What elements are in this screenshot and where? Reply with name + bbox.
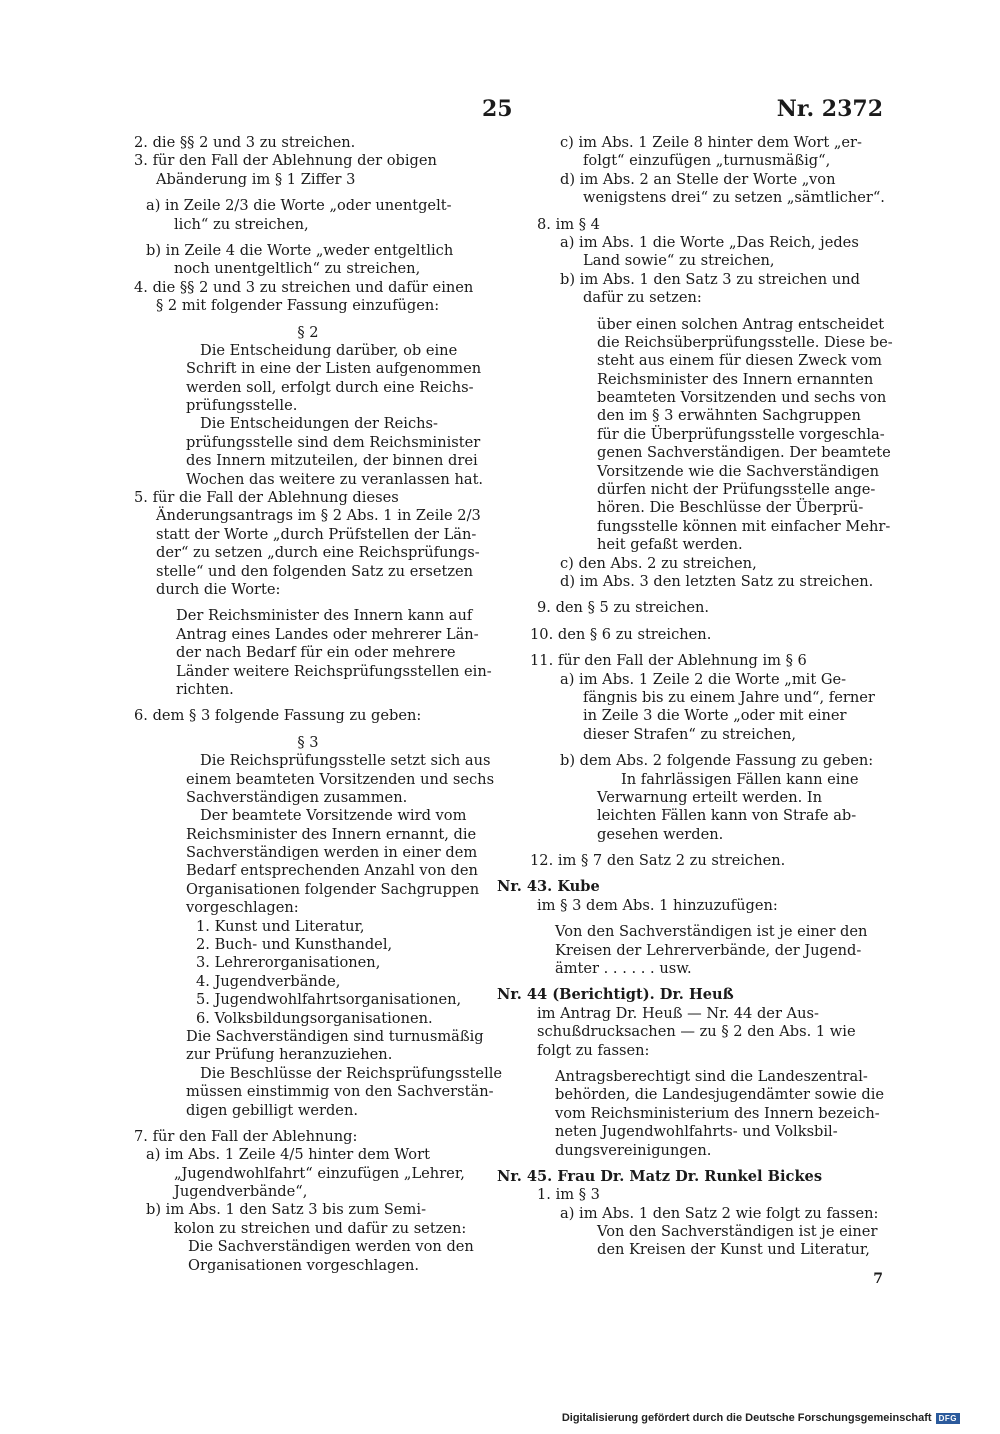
text-line: über einen solchen Antrag entscheidet bbox=[597, 315, 885, 333]
spacer bbox=[134, 316, 482, 324]
text-line: digen gebilligt werden. bbox=[186, 1101, 358, 1119]
text-line: Sachverständigen werden in einer dem bbox=[186, 844, 478, 862]
spacer bbox=[497, 644, 883, 652]
text-line: 6. dem § 3 folgende Fassung zu geben: bbox=[134, 707, 422, 725]
text-line: 10. den § 6 zu streichen. bbox=[530, 625, 712, 643]
text-line: b) dem Abs. 2 folgende Fassung zu geben: bbox=[560, 752, 874, 770]
spacer bbox=[497, 844, 883, 852]
text-line: 3. Lehrerorganisationen, bbox=[196, 954, 381, 972]
text-line: die Reichsüberprüfungsstelle. Diese be- bbox=[597, 333, 893, 351]
text-line: Änderungsantrags im § 2 Abs. 1 in Zeile 2/3 bbox=[156, 507, 481, 525]
text-line: b) in Zeile 4 die Worte „weder entgeltlich bbox=[146, 241, 454, 259]
text-line: in Zeile 3 die Worte „oder mit einer bbox=[583, 707, 847, 725]
text-line: steht aus einem für diesen Zweck vom bbox=[597, 352, 882, 370]
text-line: Nr. 45. Frau Dr. Matz Dr. Runkel Bickes bbox=[497, 1167, 823, 1185]
text-line: noch unentgeltlich“ zu streichen, bbox=[174, 260, 421, 278]
spacer bbox=[134, 726, 482, 734]
right-column bbox=[497, 134, 893, 1260]
text-line: des Innern mitzuteilen, der binnen drei bbox=[186, 452, 478, 470]
text-line: c) den Abs. 2 zu streichen, bbox=[560, 554, 757, 572]
text-line: heit gefaßt werden. bbox=[597, 536, 743, 554]
text-line: hören. Die Beschlüsse der Überprü- bbox=[597, 499, 864, 517]
text-line: Land sowie“ zu streichen, bbox=[583, 252, 775, 270]
text-line: a) im Abs. 1 Zeile 2 die Worte „mit Ge- bbox=[560, 670, 847, 688]
text-line: den Kreisen der Kunst und Literatur, bbox=[597, 1241, 870, 1259]
text-line: folgt“ einzufügen „turnusmäßig“, bbox=[583, 152, 831, 170]
text-line: a) im Abs. 1 den Satz 2 wie folgt zu fassen: bbox=[560, 1204, 879, 1222]
text-line: Vorsitzende wie die Sachverständigen bbox=[597, 462, 880, 480]
text-line: 1. Kunst und Literatur, bbox=[196, 917, 365, 935]
spacer bbox=[134, 189, 482, 197]
spacer bbox=[497, 744, 883, 752]
text-line: 4. die §§ 2 und 3 zu streichen und dafür einen bbox=[134, 278, 474, 296]
text-line: Sachverständigen zusammen. bbox=[186, 788, 408, 806]
text-line: Bedarf entsprechenden Anzahl von den bbox=[186, 862, 478, 880]
text-line: genen Sachverständigen. Der beamtete bbox=[597, 444, 891, 462]
text-line: Die Sachverständigen sind turnusmäßig bbox=[186, 1027, 484, 1045]
text-line: c) im Abs. 1 Zeile 8 hinter dem Wort „er- bbox=[560, 134, 862, 151]
text-line: Nr. 44 (Berichtigt). Dr. Heuß bbox=[497, 986, 734, 1004]
text-line: Die Reichsprüfungsstelle setzt sich aus bbox=[200, 752, 491, 770]
text-line: zur Prüfung heranzuziehen. bbox=[186, 1046, 393, 1064]
text-line: 5. für die Fall der Ablehnung dieses bbox=[134, 489, 399, 507]
text-line: im Antrag Dr. Heuß — Nr. 44 der Aus- bbox=[537, 1004, 819, 1022]
text-line: § 2 bbox=[297, 323, 319, 341]
credit-text: Digitalisierung gefördert durch die Deutsche Forschungsgemeinschaft bbox=[561, 1412, 932, 1424]
spacer bbox=[497, 870, 883, 878]
text-line: im § 3 dem Abs. 1 hinzuzufügen: bbox=[537, 896, 778, 914]
page-number: 25 bbox=[482, 96, 513, 122]
text-line: b) im Abs. 1 den Satz 3 bis zum Semi- bbox=[146, 1201, 426, 1219]
text-line: 9. den § 5 zu streichen. bbox=[537, 599, 710, 617]
text-line: 12. im § 7 den Satz 2 zu streichen. bbox=[530, 852, 786, 870]
text-line: prüfungsstelle sind dem Reichsminister bbox=[186, 433, 481, 451]
text-line: dieser Strafen“ zu streichen, bbox=[583, 725, 797, 743]
text-line: beamteten Vorsitzenden und sechs von bbox=[597, 389, 887, 407]
text-line: In fahrlässigen Fällen kann eine bbox=[621, 770, 859, 788]
text-line: Die Entscheidungen der Reichs- bbox=[200, 415, 438, 433]
text-line: dafür zu setzen: bbox=[583, 289, 702, 307]
text-line: ämter . . . . . . usw. bbox=[555, 960, 692, 978]
text-line: wenigstens drei“ zu setzen „sämtlicher“. bbox=[583, 189, 885, 207]
text-line: Nr. 43. Kube bbox=[497, 878, 600, 896]
text-line: richten. bbox=[176, 680, 234, 698]
text-line: 6. Volksbildungsorganisationen. bbox=[196, 1009, 433, 1027]
text-line: kolon zu streichen und dafür zu setzen: bbox=[174, 1219, 467, 1237]
spacer bbox=[497, 208, 883, 216]
text-line: Länder weitere Reichsprüfungsstellen ein- bbox=[176, 662, 492, 680]
text-line: Die Sachverständigen werden von den bbox=[188, 1238, 474, 1256]
text-line: leichten Fällen kann von Strafe ab- bbox=[597, 807, 857, 825]
text-line: dungsvereinigungen. bbox=[555, 1141, 712, 1159]
text-line: 8. im § 4 bbox=[537, 215, 600, 233]
document-number: Nr. 2372 bbox=[776, 96, 883, 122]
text-line: der“ zu setzen „durch eine Reichsprüfungs- bbox=[156, 544, 480, 562]
text-line: schußdrucksachen — zu § 2 den Abs. 1 wie bbox=[537, 1023, 856, 1041]
text-line: Die Beschlüsse der Reichsprüfungsstelle bbox=[200, 1064, 503, 1082]
text-line: „Jugendwohlfahrt“ einzufügen „Lehrer, bbox=[174, 1164, 465, 1182]
text-line: vorgeschlagen: bbox=[186, 899, 299, 917]
text-line: a) in Zeile 2/3 die Worte „oder unentgelt- bbox=[146, 197, 452, 215]
text-line: prüfungsstelle. bbox=[186, 397, 298, 415]
text-line: lich“ zu streichen, bbox=[174, 215, 309, 233]
text-line: durch die Worte: bbox=[156, 580, 281, 598]
spacer bbox=[497, 618, 883, 626]
text-line: § 3 bbox=[297, 733, 319, 751]
text-line: fängnis bis zu einem Jahre und“, ferner bbox=[583, 688, 875, 706]
text-line: 4. Jugendverbände, bbox=[196, 972, 341, 990]
text-line: 2. die §§ 2 und 3 zu streichen. bbox=[134, 134, 356, 151]
text-line: Von den Sachverständigen ist je einer bbox=[597, 1223, 878, 1241]
text-line: werden soll, erfolgt durch eine Reichs- bbox=[186, 378, 474, 396]
text-line: den im § 3 erwähnten Sachgruppen bbox=[597, 407, 861, 425]
text-line: stelle“ und den folgenden Satz zu ersetzen bbox=[156, 562, 474, 580]
text-line: für die Überprüfungsstelle vorgeschla- bbox=[597, 425, 885, 443]
text-line: gesehen werden. bbox=[597, 825, 724, 843]
text-line: Reichsminister des Innern ernannten bbox=[597, 370, 874, 388]
text-line: müssen einstimmig von den Sachverstän- bbox=[186, 1083, 494, 1101]
text-line: Organisationen folgender Sachgruppen bbox=[186, 880, 480, 898]
text-line: folgt zu fassen: bbox=[537, 1041, 650, 1059]
text-line: 7. für den Fall der Ablehnung: bbox=[134, 1127, 358, 1145]
spacer bbox=[497, 591, 883, 599]
text-line: einem beamteten Vorsitzenden und sechs bbox=[186, 770, 495, 788]
text-line: 1. im § 3 bbox=[537, 1186, 600, 1204]
text-line: b) im Abs. 1 den Satz 3 zu streichen und bbox=[560, 270, 860, 288]
spacer bbox=[497, 308, 883, 316]
spacer bbox=[497, 978, 883, 986]
text-line: Wochen das weitere zu veranlassen hat. bbox=[186, 470, 484, 488]
spacer bbox=[497, 1060, 883, 1068]
digitization-credit bbox=[562, 1412, 960, 1424]
sheet-signature: 7 bbox=[873, 1271, 883, 1287]
text-line: a) im Abs. 1 Zeile 4/5 hinter dem Wort bbox=[146, 1146, 430, 1164]
left-column bbox=[134, 134, 503, 1275]
text-line: 3. für den Fall der Ablehnung der obigen bbox=[134, 152, 437, 170]
text-line: Reichsminister des Innern ernannt, die bbox=[186, 825, 477, 843]
text-line: Der Reichsminister des Innern kann auf bbox=[176, 607, 473, 625]
text-line: 2. Buch- und Kunsthandel, bbox=[196, 936, 393, 954]
text-line: Von den Sachverständigen ist je einer den bbox=[555, 923, 868, 941]
text-line: d) im Abs. 2 an Stelle der Worte „von bbox=[560, 170, 836, 188]
text-line: § 2 mit folgender Fassung einzufügen: bbox=[156, 297, 440, 315]
spacer bbox=[497, 1160, 883, 1168]
text-line: Organisationen vorgeschlagen. bbox=[188, 1256, 420, 1274]
text-line: Schrift in eine der Listen aufgenommen bbox=[186, 360, 482, 378]
dfg-logo: DFG bbox=[936, 1413, 960, 1424]
text-line: 5. Jugendwohlfahrtsorganisationen, bbox=[196, 991, 462, 1009]
spacer bbox=[134, 599, 482, 607]
text-line: dürfen nicht der Prüfungsstelle ange- bbox=[597, 481, 876, 499]
text-line: a) im Abs. 1 die Worte „Das Reich, jedes bbox=[560, 233, 859, 251]
spacer bbox=[134, 1120, 482, 1128]
text-line: der nach Bedarf für ein oder mehrere bbox=[176, 644, 456, 662]
text-line: 11. für den Fall der Ablehnung im § 6 bbox=[530, 652, 807, 670]
text-line: d) im Abs. 3 den letzten Satz zu streichen. bbox=[560, 572, 874, 590]
spacer bbox=[497, 915, 883, 923]
text-line: vom Reichsministerium des Innern bezeich- bbox=[555, 1104, 880, 1122]
text-line: Kreisen der Lehrerverbände, der Jugend- bbox=[555, 941, 862, 959]
text-line: Verwarnung erteilt werden. In bbox=[597, 788, 823, 806]
text-line: fungsstelle können mit einfacher Mehr- bbox=[597, 517, 891, 535]
text-line: Jugendverbände“, bbox=[174, 1183, 308, 1201]
text-line: Abänderung im § 1 Ziffer 3 bbox=[156, 170, 356, 188]
spacer bbox=[134, 699, 482, 707]
text-line: neten Jugendwohlfahrts- und Volksbil- bbox=[555, 1123, 838, 1141]
text-line: behörden, die Landesjugendämter sowie die bbox=[555, 1086, 884, 1104]
text-line: Antragsberechtigt sind die Landeszentral- bbox=[555, 1067, 868, 1085]
text-line: Der beamtete Vorsitzende wird vom bbox=[200, 807, 467, 825]
spacer bbox=[134, 234, 482, 242]
text-line: statt der Worte „durch Prüfstellen der Län- bbox=[156, 525, 477, 543]
text-line: Die Entscheidung darüber, ob eine bbox=[200, 341, 458, 359]
text-line: Antrag eines Landes oder mehrerer Län- bbox=[176, 625, 479, 643]
